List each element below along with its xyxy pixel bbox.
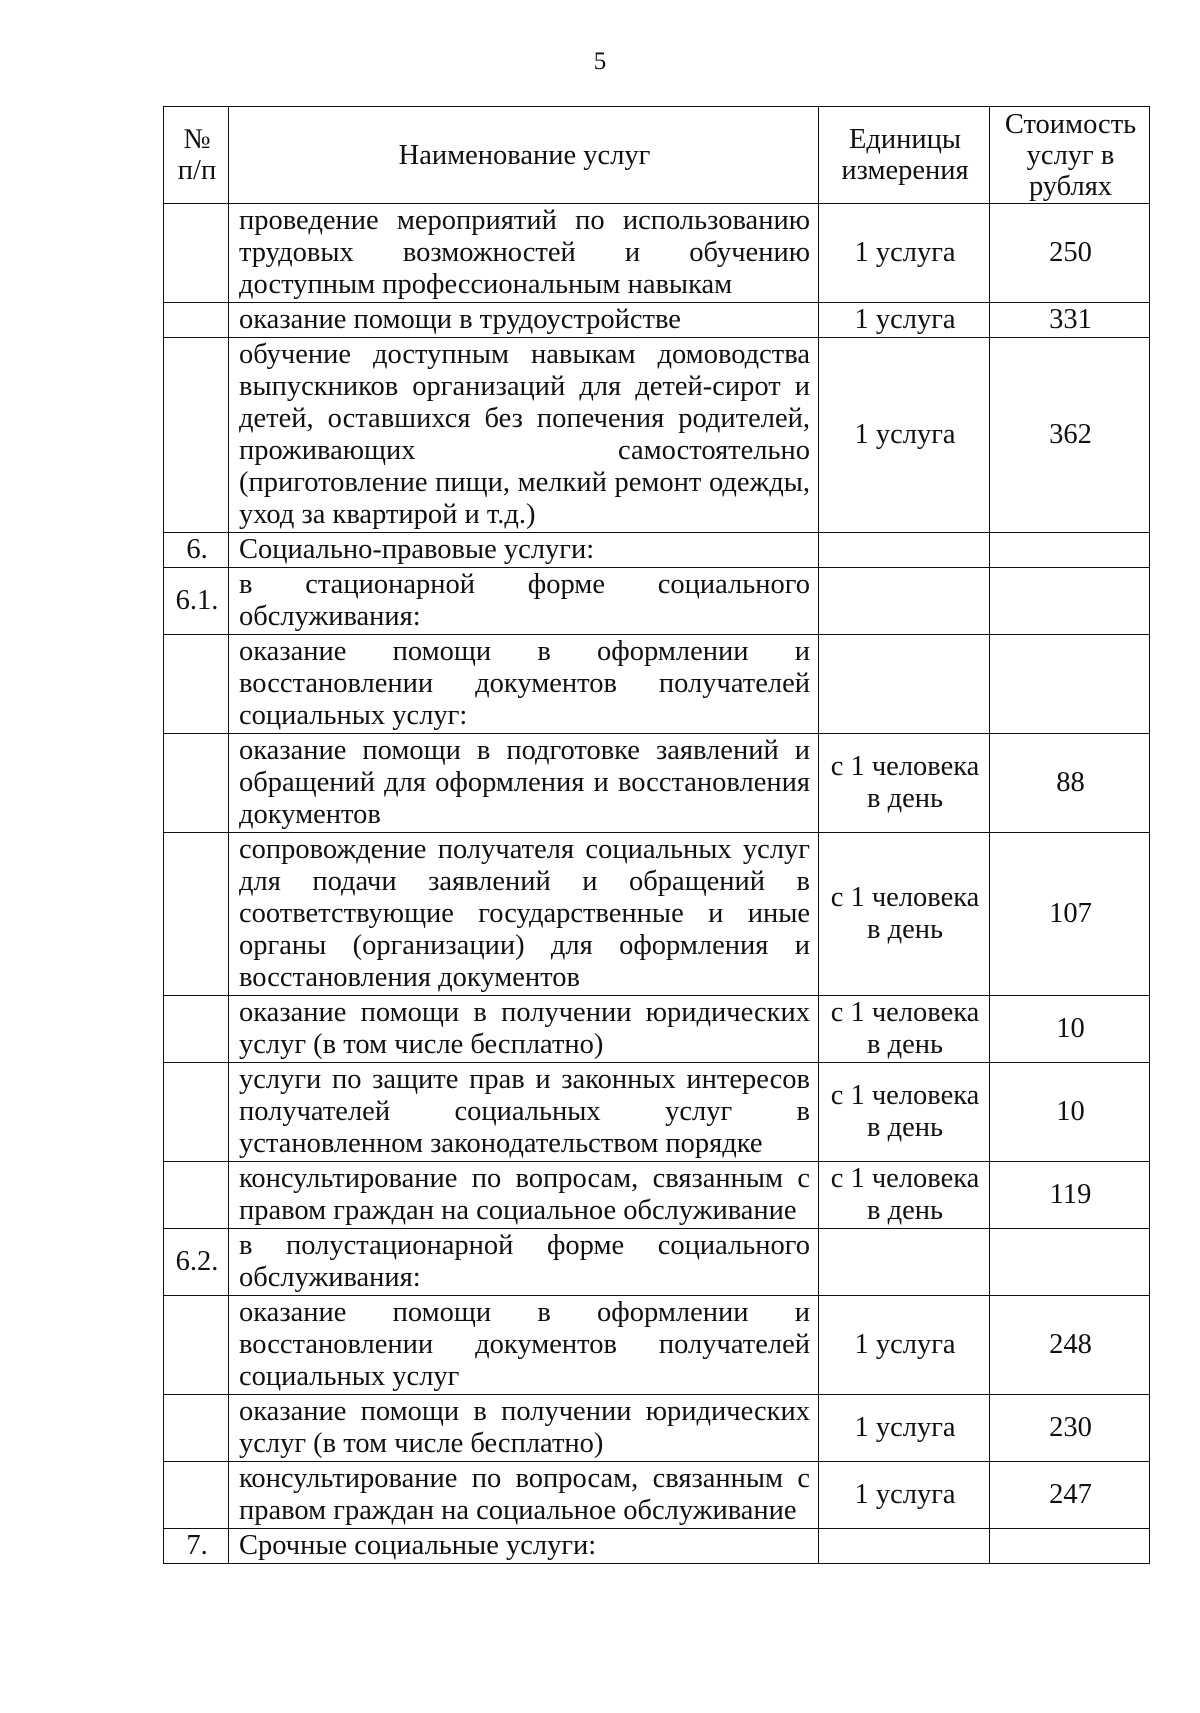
table-row xyxy=(164,204,1150,303)
services-table xyxy=(163,106,1150,1564)
service-cost xyxy=(990,568,1150,635)
service-name: Социально-правовые услуги: xyxy=(229,533,819,568)
service-name: услуги по защите прав и законных интересов получателей социальных услуг в установленном законодательством порядке xyxy=(229,1063,819,1162)
row-number xyxy=(164,734,229,833)
table-row xyxy=(164,303,1150,338)
unit-of-measure: 1 услуга xyxy=(819,1395,990,1462)
row-number xyxy=(164,303,229,338)
unit-of-measure xyxy=(819,635,990,734)
row-number xyxy=(164,635,229,734)
unit-of-measure: с 1 человека в день xyxy=(819,1162,990,1229)
unit-of-measure: с 1 человека в день xyxy=(819,996,990,1063)
service-cost: 331 xyxy=(990,303,1150,338)
service-cost: 247 xyxy=(990,1462,1150,1529)
table-row xyxy=(164,1395,1150,1462)
service-name: оказание помощи в подготовке заявлений и обращений для оформления и восстановления документов xyxy=(229,734,819,833)
table-row xyxy=(164,1529,1150,1564)
service-cost xyxy=(990,635,1150,734)
row-number xyxy=(164,996,229,1063)
table-row xyxy=(164,1296,1150,1395)
service-name: в стационарной форме социального обслуживания: xyxy=(229,568,819,635)
service-name: обучение доступным навыкам домоводства выпускников организаций для детей-сирот и детей, оставшихся без попечения родителей, проживающих самостоятельно (приготовление пищи, мелкий ремонт одежды, уход за квартирой и т.д.) xyxy=(229,338,819,533)
row-number xyxy=(164,1063,229,1162)
row-number: 6.2. xyxy=(164,1229,229,1296)
unit-of-measure: с 1 человека в день xyxy=(819,734,990,833)
service-name: в полустационарной форме социального обслуживания: xyxy=(229,1229,819,1296)
table-row xyxy=(164,568,1150,635)
service-name: оказание помощи в получении юридических услуг (в том числе бесплатно) xyxy=(229,996,819,1063)
service-cost: 248 xyxy=(990,1296,1150,1395)
unit-of-measure xyxy=(819,533,990,568)
page-number: 5 xyxy=(593,48,607,75)
service-name: сопровождение получателя социальных услуг для подачи заявлений и обращений в соответствующие государственные и иные органы (организации) для оформления и восстановления документов xyxy=(229,833,819,996)
service-cost xyxy=(990,1529,1150,1564)
row-number xyxy=(164,338,229,533)
header-service-name: Наименование услуг xyxy=(229,107,819,204)
service-cost: 10 xyxy=(990,996,1150,1063)
table-row xyxy=(164,1162,1150,1229)
service-cost: 230 xyxy=(990,1395,1150,1462)
unit-of-measure: 1 услуга xyxy=(819,338,990,533)
row-number: 7. xyxy=(164,1529,229,1564)
table-row xyxy=(164,338,1150,533)
unit-of-measure: с 1 человека в день xyxy=(819,1063,990,1162)
header-cost: Стоимость услуг в рублях xyxy=(990,107,1150,204)
row-number: 6. xyxy=(164,533,229,568)
service-name: оказание помощи в оформлении и восстановлении документов получателей социальных услуг xyxy=(229,1296,819,1395)
table-header-row xyxy=(164,107,1150,204)
service-cost xyxy=(990,1229,1150,1296)
table-row xyxy=(164,734,1150,833)
unit-of-measure xyxy=(819,1229,990,1296)
service-cost: 107 xyxy=(990,833,1150,996)
table-row xyxy=(164,533,1150,568)
service-cost: 88 xyxy=(990,734,1150,833)
unit-of-measure: 1 услуга xyxy=(819,1462,990,1529)
row-number xyxy=(164,204,229,303)
service-name: проведение мероприятий по использованию трудовых возможностей и обучению доступным профессиональным навыкам xyxy=(229,204,819,303)
unit-of-measure xyxy=(819,1529,990,1564)
service-name: оказание помощи в оформлении и восстановлении документов получателей социальных услуг: xyxy=(229,635,819,734)
service-cost: 119 xyxy=(990,1162,1150,1229)
service-name: консультирование по вопросам, связанным с правом граждан на социальное обслуживание xyxy=(229,1162,819,1229)
service-cost xyxy=(990,533,1150,568)
service-cost: 250 xyxy=(990,204,1150,303)
service-name: оказание помощи в получении юридических услуг (в том числе бесплатно) xyxy=(229,1395,819,1462)
service-cost: 362 xyxy=(990,338,1150,533)
unit-of-measure: 1 услуга xyxy=(819,204,990,303)
row-number xyxy=(164,1395,229,1462)
row-number xyxy=(164,833,229,996)
unit-of-measure: 1 услуга xyxy=(819,1296,990,1395)
header-number: № п/п xyxy=(164,107,229,204)
service-name: консультирование по вопросам, связанным с правом граждан на социальное обслуживание xyxy=(229,1462,819,1529)
row-number xyxy=(164,1462,229,1529)
service-name: оказание помощи в трудоустройстве xyxy=(229,303,819,338)
table-row xyxy=(164,1462,1150,1529)
table-body xyxy=(164,204,1150,1564)
table-row xyxy=(164,833,1150,996)
row-number xyxy=(164,1162,229,1229)
service-name: Срочные социальные услуги: xyxy=(229,1529,819,1564)
table-row xyxy=(164,1063,1150,1162)
unit-of-measure: с 1 человека в день xyxy=(819,833,990,996)
table-row xyxy=(164,1229,1150,1296)
header-unit: Единицы измерения xyxy=(819,107,990,204)
table-row xyxy=(164,635,1150,734)
row-number: 6.1. xyxy=(164,568,229,635)
unit-of-measure: 1 услуга xyxy=(819,303,990,338)
unit-of-measure xyxy=(819,568,990,635)
service-cost: 10 xyxy=(990,1063,1150,1162)
table-row xyxy=(164,996,1150,1063)
row-number xyxy=(164,1296,229,1395)
